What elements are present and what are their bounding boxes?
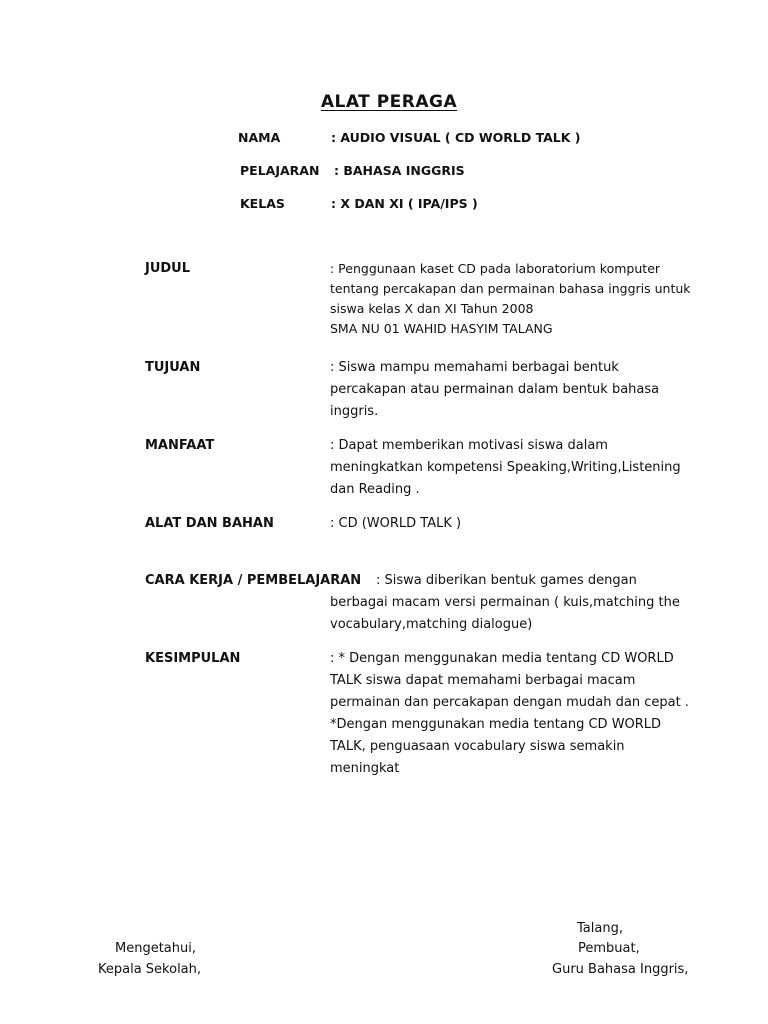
text-line: tentang percakapan dan permainan bahasa inggris untuk: [330, 281, 691, 296]
header-label-kelas: KELAS: [240, 196, 285, 211]
section-label-alat-dan-bahan: ALAT DAN BAHAN: [145, 516, 274, 531]
text-line: : * Dengan menggunakan media tentang CD WORLD: [330, 651, 674, 666]
text-line: berbagai macam versi permainan ( kuis,matching the: [330, 595, 680, 610]
section-text-tujuan: [330, 357, 659, 423]
section-text-manfaat: [330, 435, 681, 501]
text-line: percakapan atau permainan dalam bentuk bahasa: [330, 382, 660, 397]
text-line: meningkatkan kompetensi Speaking,Writing,Listening: [330, 460, 681, 475]
text-line: : Siswa mampu memahami berbagai bentuk: [330, 360, 619, 375]
text-line: TALK siswa dapat memahami berbagai macam: [330, 673, 636, 688]
signature-left-line2: Kepala Sekolah,: [98, 962, 202, 977]
text-line: vocabulary,matching dialogue): [330, 617, 533, 632]
text-line: : CD (WORLD TALK ): [330, 516, 462, 531]
text-line: : Penggunaan kaset CD pada laboratorium komputer: [330, 261, 661, 276]
signature-right-line2: Guru Bahasa Inggris,: [552, 962, 689, 977]
header-value-pelajaran: : BAHASA INGGRIS: [334, 163, 465, 178]
text-line: meningkat: [330, 761, 400, 776]
section-text-alat-dan-bahan: [330, 513, 461, 535]
document-title: ALAT PERAGA: [320, 92, 458, 112]
text-line: SMA NU 01 WAHID HASYIM TALANG: [330, 321, 553, 336]
signature-place: Talang,: [577, 921, 623, 936]
section-text-kesimpulan: [330, 648, 689, 780]
text-line: inggris.: [330, 404, 379, 419]
signature-left-line1: Mengetahui,: [115, 941, 196, 956]
section-text-cara-kerja: [330, 592, 680, 636]
header-label-pelajaran: PELAJARAN: [240, 163, 320, 178]
text-line: dan Reading .: [330, 482, 420, 497]
header-value-nama: : AUDIO VISUAL ( CD WORLD TALK ): [331, 130, 581, 145]
section-text-judul: [330, 259, 691, 339]
section-label-cara-kerja: CARA KERJA / PEMBELAJARAN: [145, 573, 362, 588]
text-line: *Dengan menggunakan media tentang CD WORLD: [330, 717, 662, 732]
text-line: : Dapat memberikan motivasi siswa dalam: [330, 438, 608, 453]
text-line: siswa kelas X dan XI Tahun 2008: [330, 301, 534, 316]
signature-right-line1: Pembuat,: [578, 941, 640, 956]
text-line: permainan dan percakapan dengan mudah dan cepat .: [330, 695, 689, 710]
section-label-judul: JUDUL: [145, 261, 191, 276]
section-text-cara-kerja-first: : Siswa diberikan bentuk games dengan: [376, 573, 637, 588]
section-label-tujuan: TUJUAN: [145, 360, 201, 375]
header-value-kelas: : X DAN XI ( IPA/IPS ): [331, 196, 478, 211]
text-line: TALK, penguasaan vocabulary siswa semakin: [330, 739, 625, 754]
header-label-nama: NAMA: [238, 130, 281, 145]
section-label-manfaat: MANFAAT: [145, 438, 215, 453]
section-label-kesimpulan: KESIMPULAN: [145, 651, 241, 666]
